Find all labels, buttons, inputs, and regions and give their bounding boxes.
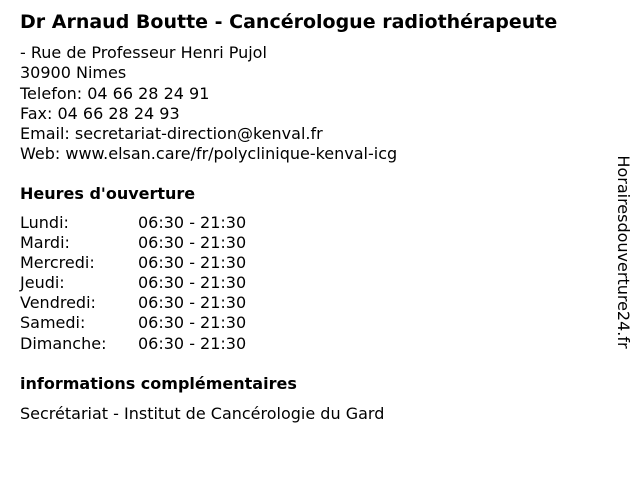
fax-number: Fax: 04 66 28 24 93 bbox=[20, 103, 180, 123]
phone-number: Telefon: 04 66 28 24 91 bbox=[20, 83, 210, 103]
site-watermark: Horairesdouverture24.fr bbox=[614, 155, 633, 349]
hours-row-wednesday bbox=[20, 253, 246, 273]
opening-hours-heading: Heures d'ouverture bbox=[20, 184, 196, 203]
day-label: Mercredi: bbox=[20, 253, 95, 273]
time-range: 06:30 - 21:30 bbox=[138, 213, 247, 232]
hours-row-friday bbox=[20, 293, 246, 313]
day-label: Samedi: bbox=[20, 313, 86, 333]
additional-info-heading: informations complémentaires bbox=[20, 374, 297, 393]
time-range: 06:30 - 21:30 bbox=[138, 273, 247, 293]
hours-row-monday bbox=[20, 213, 246, 233]
time-range: 06:30 - 21:30 bbox=[138, 333, 247, 353]
time-range: 06:30 - 21:30 bbox=[138, 293, 247, 313]
contact-block bbox=[20, 43, 397, 165]
time-range: 06:30 - 21:30 bbox=[138, 253, 247, 273]
time-range: 06:30 - 21:30 bbox=[138, 233, 247, 253]
hours-row-saturday bbox=[20, 313, 246, 333]
street-address: - Rue de Professeur Henri Pujol bbox=[20, 43, 267, 62]
page-title: Dr Arnaud Boutte - Cancérologue radiothérapeute bbox=[20, 11, 558, 33]
city: 30900 Nimes bbox=[20, 63, 127, 83]
opening-hours-list bbox=[20, 213, 246, 354]
day-label: Mardi: bbox=[20, 233, 70, 253]
additional-info-text: Secrétariat - Institut de Cancérologie du Gard bbox=[20, 404, 385, 423]
day-label: Lundi: bbox=[20, 213, 69, 232]
time-range: 06:30 - 21:30 bbox=[138, 313, 247, 333]
hours-row-tuesday bbox=[20, 233, 246, 253]
day-label: Jeudi: bbox=[20, 273, 65, 293]
hours-row-sunday bbox=[20, 334, 246, 354]
email-address: Email: secretariat-direction@kenval.fr bbox=[20, 124, 323, 144]
day-label: Vendredi: bbox=[20, 293, 96, 313]
website-url: Web: www.elsan.care/fr/polyclinique-kenval-icg bbox=[20, 144, 398, 164]
hours-row-thursday bbox=[20, 273, 246, 293]
day-label: Dimanche: bbox=[20, 333, 107, 353]
